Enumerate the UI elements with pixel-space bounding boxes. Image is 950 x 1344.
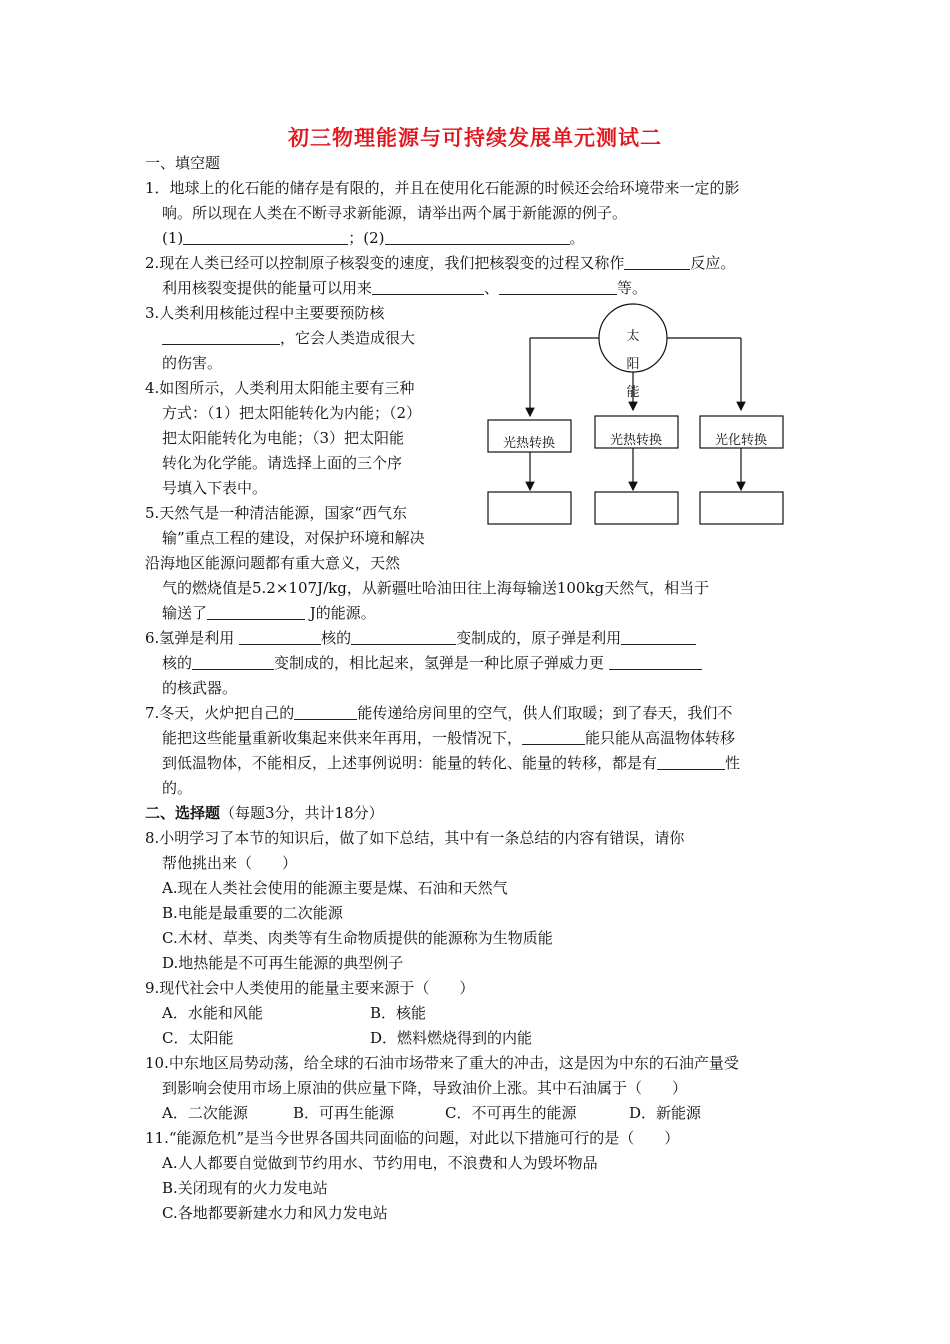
q1-end: 。 [569,229,585,247]
section-heading-choice [145,803,384,823]
q6-blank-2[interactable] [351,629,456,645]
q5-text-a: 输送了 [162,604,208,622]
q3-text: ，它会人类造成很大 [280,329,416,347]
q1-label-1: (1) [162,229,184,247]
q2-line2 [162,278,647,298]
q2-end: 等。 [617,279,648,297]
q10-line2: 到影响会使用市场上原油的供应量下降，导致油价上涨。其中石油属于（ ） [162,1079,688,1097]
q7-blank-3[interactable] [657,754,725,770]
q7-line3 [162,753,740,773]
q7-text-a: 7.冬天，火炉把自己的 [145,704,295,722]
q2-blank-2[interactable] [372,279,484,295]
q7-line1 [145,703,732,723]
q3-blank[interactable] [162,329,280,345]
q1-blank-1[interactable] [183,229,348,245]
q8-line2: 帮他挑出来（ ） [162,854,298,872]
q2-text-c: 利用核裂变提供的能量可以用来 [162,279,373,297]
q1-answer-line [162,228,585,248]
q8-option-a[interactable]: A.现在人类社会使用的能源主要是煤、石油和天然气 [162,879,508,897]
q7-text-d: 能只能从高温物体转移 [585,729,736,747]
q5-blank[interactable] [207,604,305,620]
q3-line2 [162,328,415,348]
answer-box-3[interactable] [700,492,783,524]
q11-option-b[interactable]: B.关闭现有的火力发电站 [162,1179,328,1197]
q4-line2: 方式：（1）把太阳能转化为内能；（2） [162,404,422,422]
q3-line3: 的伤害。 [162,354,223,372]
q7-text-c: 能把这些能量重新收集起来供来年再用，一般情况下， [162,729,523,747]
answer-box-2[interactable] [595,492,678,524]
q1-blank-2[interactable] [385,229,570,245]
q4-line5: 号填入下表中。 [162,479,268,497]
q7-blank-1[interactable] [294,704,357,720]
q2-sep: 、 [484,279,500,297]
solar-energy-diagram [485,298,790,530]
q6-line1 [145,628,696,648]
q5-line3: 沿海地区能源问题都有重大意义，天然 [145,554,401,572]
q8-option-d[interactable]: D.地热能是不可再生能源的典型例子 [162,954,404,972]
q7-text-f: 性 [725,754,741,772]
answer-box-1[interactable] [488,492,571,524]
q10-option-b[interactable]: B．可再生能源 [293,1104,395,1122]
q6-blank-1[interactable] [239,629,321,645]
q4-line1: 4.如图所示，人类利用太阳能主要有三种 [145,379,415,397]
q7-text-b: 能传递给房间里的空气，供人们取暖；到了春天，我们不 [357,704,733,722]
q6-line2 [162,653,702,673]
q11-option-c[interactable]: C.各地都要新建水力和风力发电站 [162,1204,388,1222]
q9-option-c[interactable]: C．太阳能 [162,1029,234,1047]
q8-option-b[interactable]: B.电能是最重要的二次能源 [162,904,343,922]
q4-line3: 把太阳能转化为电能；（3）把太阳能 [162,429,405,447]
q2-text-b: 反应。 [690,254,736,272]
q10-option-c[interactable]: C．不可再生的能源 [445,1104,577,1122]
sun-char-2: 阳 [626,357,640,372]
q10-line1: 10.中东地区局势动荡，给全球的石油市场带来了重大的冲击，这是因为中东的石油产量受 [145,1054,739,1072]
q2-blank-3[interactable] [499,279,617,295]
q6-text-d: 核的 [162,654,193,672]
q5-line1: 5.天然气是一种清洁能源，国家“西气东 [145,504,407,522]
q6-line3: 的核武器。 [162,679,238,697]
q5-line2: 输”重点工程的建设，对保护环境和解决 [162,529,425,547]
q2-text-a: 2.现在人类已经可以控制原子核裂变的速度，我们把核裂变的过程又称作 [145,254,625,272]
q2-line1 [145,253,735,273]
q10-option-a[interactable]: A．二次能源 [162,1104,248,1122]
q6-blank-3[interactable] [621,629,696,645]
q8-line1: 8.小明学习了本节的知识后，做了如下总结，其中有一条总结的内容有错误，请你 [145,829,685,847]
section2-note: （每题3分，共计18分） [220,804,384,822]
q2-blank-1[interactable] [624,254,690,270]
q9-option-a[interactable]: A．水能和风能 [162,1004,263,1022]
q6-blank-4[interactable] [192,654,274,670]
q9-stem: 9.现代社会中人类使用的能量主要来源于（ ） [145,979,475,997]
q6-text-a: 6.氢弹是利用 [145,629,240,647]
sun-char-1: 太 [626,329,640,344]
q1-line2: 响。所以现在人类在不断寻求新能源，请举出两个属于新能源的例子。 [162,204,628,222]
q7-blank-2[interactable] [522,729,585,745]
q9-option-d[interactable]: D．燃料燃烧得到的内能 [370,1029,533,1047]
page-title: 初三物理能源与可持续发展单元测试二 [288,125,662,150]
q8-option-c[interactable]: C.木材、草类、肉类等有生命物质提供的能源称为生物质能 [162,929,553,947]
box-label-3: 光化转换 [714,433,768,448]
q11-stem: 11.“能源危机”是当今世界各国共同面临的问题，对此以下措施可行的是（ ） [145,1129,680,1147]
q4-line4: 转化为化学能。请选择上面的三个序 [162,454,403,472]
q11-option-a[interactable]: A.人人都要自觉做到节约用水、节约用电，不浪费和人为毁坏物品 [162,1154,598,1172]
box-label-1: 光热转换 [502,436,556,451]
box-label-2: 光热转换 [609,433,663,448]
q6-text-c: 变制成的，原子弹是利用 [456,629,622,647]
q1-line1: 1．地球上的化石能的储存是有限的，并且在使用化石能源的时候还会给环境带来一定的影 [145,179,740,197]
q1-label-2: ；(2) [348,229,385,247]
q10-option-d[interactable]: D．新能源 [629,1104,702,1122]
q7-line4: 的。 [162,779,193,797]
q9-option-b[interactable]: B．核能 [370,1004,427,1022]
q7-text-e: 到低温物体，不能相反，上述事例说明：能量的转化、能量的转移，都是有 [162,754,658,772]
q6-blank-5[interactable] [609,654,702,670]
q5-text-b: J的能源。 [305,604,376,622]
q6-text-b: 核的 [321,629,352,647]
sun-char-3: 能 [626,385,640,400]
q3-line1: 3.人类利用核能过程中主要要预防核 [145,304,385,322]
q5-line5 [162,603,376,623]
q5-line4: 气的燃烧值是5.2×107J/kg，从新疆吐哈油田往上海每输送100kg天然气，相当于 [162,579,710,597]
section-heading-fill-blank: 一、填空题 [145,154,221,172]
q7-line2 [162,728,735,748]
q6-text-e: 变制成的，相比起来，氢弹是一种比原子弹威力更 [274,654,609,672]
section2-title: 二、选择题 [145,804,221,822]
